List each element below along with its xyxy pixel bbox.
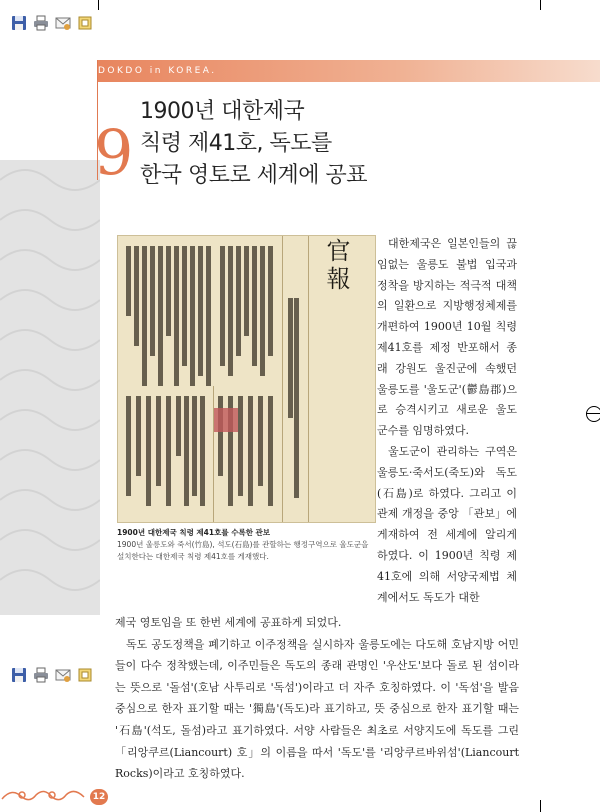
body-paragraph: 독도 공도정책을 폐기하고 이주정책을 실시하자 울릉도에는 다도해 호남지방 어민들이 다수 정착했는데, 이주민들은 독도의 종래 관명인 '우산도'보다 돌로 된 섬이라는 뜻으로 '돌섬'(호남 사투리로 '독섬')이라고 더 자주 호칭하였다. 이 '독섬'을 발음 중심으로 한자 표기할 때는 '獨島'(독도)라 표기하고, 뜻 중심으로 한자 표기할 때는 '石島'(석도, 돌섬)라고 표기하였다. 서양 사람들은 최초로 서양지도에 독도를 그린 「리앙쿠르(Liancourt) 호」의 이름을 따서 '독도'를 '리앙쿠르바위섬'(Liancourt Rocks)이라고 호칭하였다. [115,637,519,781]
chapter-title [140,96,540,192]
bookmark-icon[interactable] [76,14,94,32]
crop-mark [540,0,541,10]
title-line: 한국 영토로 세계에 공표 [140,163,368,188]
chapter-number: 9 [94,116,134,189]
series-title: DOKDO in KOREA. [98,66,217,76]
red-seal [214,408,238,432]
title-line: 1900년 대한제국 [140,99,305,124]
footer-ornament [0,785,100,805]
caption-line: 1900년 울릉도와 죽서(竹島), 석도(石島)를 관할하는 행정구역으로 울도군을 [117,540,369,549]
caption-title: 1900년 대한제국 칙령 제41호를 수록한 관보 [117,528,271,537]
gazette-masthead: 官報 [322,238,350,294]
photo-caption [117,527,375,563]
print-icon[interactable] [32,666,50,684]
body-paragraph: 울도군이 관리하는 구역은 울릉도·죽서도(죽도)와 독도(石島)로 하였다. 그리고 이 관제 개정을 중앙 「관보」에 게재하여 전 세계에 알리게 하였다. 이 1900년 칙령 제41호에 의해 서양국제법 체계에서도 독도가 대한 [377,444,517,604]
print-icon[interactable] [32,14,50,32]
bookmark-icon[interactable] [76,666,94,684]
save-icon[interactable] [10,666,28,684]
caption-line: 설치한다는 대한제국 칙령 제41호를 게재했다. [117,552,269,561]
gazette-photo [117,235,376,523]
decorative-side-strip [0,160,100,615]
reader-toolbar-bottom [10,665,102,685]
body-right-column [377,234,517,608]
save-icon[interactable] [10,14,28,32]
email-icon[interactable] [54,14,72,32]
body-full-width [115,612,519,785]
registration-mark [586,406,600,422]
reader-toolbar-top [10,13,102,33]
body-paragraph: 대한제국은 일본인들의 끊임없는 울릉도 불법 입국과 정착을 방지하는 적극적 대책의 일환으로 지방행정체제를 개편하여 1900년 10월 칙령 제41호를 제정 반포해서 종래 강원도 울진군에 속했던 울릉도를 '울도군'(鬱島郡)으로 승격시키고 새로운 울도 군수를 임명하였다. [377,237,517,438]
email-icon[interactable] [54,666,72,684]
crop-mark [540,800,541,812]
title-line: 칙령 제41호, 독도를 [140,131,332,156]
body-paragraph: 제국 영토임을 또 한번 세계에 공표하게 되었다. [115,616,342,629]
page-number: 12 [90,789,108,805]
crop-mark [98,0,99,10]
